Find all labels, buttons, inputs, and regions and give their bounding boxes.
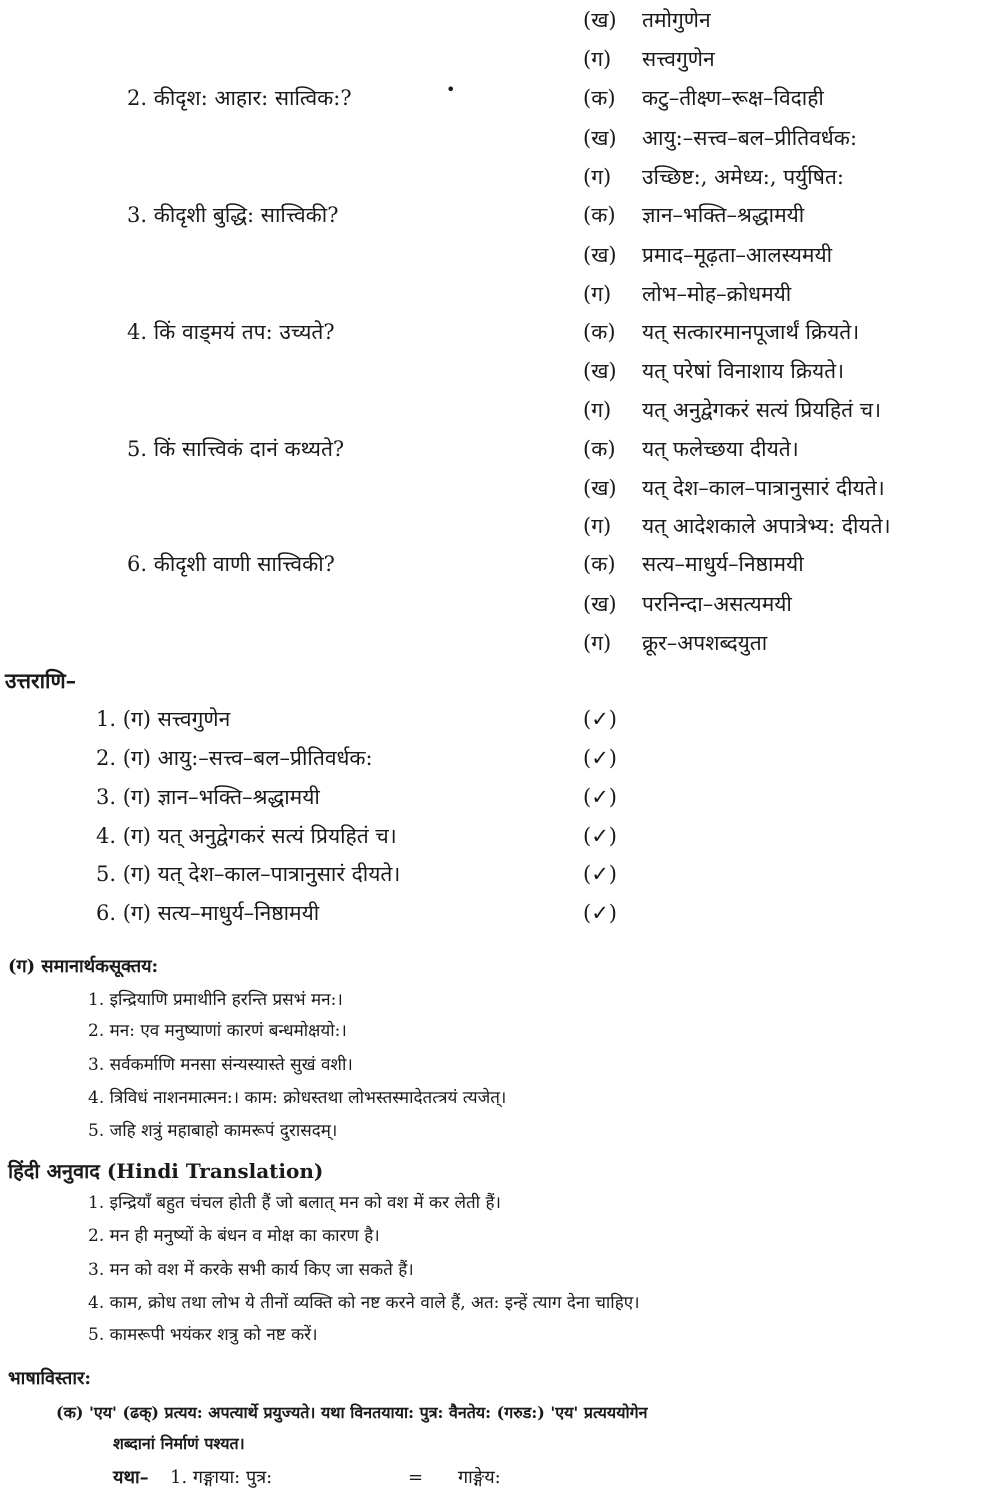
option-text: यत् फलेच्छया दीयते।: [642, 437, 799, 461]
option-text: यत् सत्कारमानपूजार्थं क्रियते।: [642, 320, 860, 344]
option-label: (ग): [583, 47, 612, 71]
option-text: सत्त्वगुणेन: [642, 47, 715, 71]
translation-item: 1. इन्द्रियाँ बहुत चंचल होती हैं जो बलात् मन को वश में कर लेती हैं।: [88, 1193, 501, 1213]
check-icon: (✓): [583, 901, 617, 925]
option-label: (क): [583, 320, 616, 344]
option-text: यत् अनुद्वेगकरं सत्यं प्रियहितं च।: [642, 398, 882, 422]
question-text: 5. किं सात्त्विकं दानं कथ्यते?: [127, 437, 345, 461]
check-icon: (✓): [583, 824, 617, 848]
question-text: 3. कीदृशी बुद्धि: सात्त्विकी?: [127, 203, 339, 227]
option-label: (ग): [583, 514, 612, 538]
option-text: सत्य–माधुर्य–निष्ठामयी: [642, 552, 804, 576]
option-label: (ख): [583, 243, 617, 267]
option-text: तमोगुणेन: [642, 8, 711, 32]
option-label: (ख): [583, 8, 617, 32]
option-text: यत् परेषां विनाशाय क्रियते।: [642, 359, 845, 383]
option-label: (ख): [583, 126, 617, 150]
check-icon: (✓): [583, 862, 617, 886]
option-text: उच्छिष्ट:, अमेध्य:, पर्युषित:: [642, 165, 844, 189]
option-label: (क): [583, 552, 616, 576]
answer-item: 6. (ग) सत्य–माधुर्य–निष्ठामयी: [96, 901, 320, 925]
stray-mark: •: [446, 80, 456, 99]
question-text: 2. कीदृश: आहार: सात्विक:?: [127, 86, 352, 110]
translation-item: 4. काम, क्रोध तथा लोभ ये तीनों व्यक्ति को नष्ट करने वाले हैं, अत: इन्हें त्याग देना चाहिए।: [88, 1293, 640, 1313]
option-text: ज्ञान–भक्ति–श्रद्धामयी: [642, 203, 805, 227]
option-text: यत् आदेशकाले अपात्रेभ्य: दीयते।: [642, 514, 891, 538]
option-label: (ग): [583, 165, 612, 189]
bhasha-paragraph-line-1: (क) 'एय' (ढक्) प्रत्यय: अपत्यार्थे प्रयुज्यते। यथा विनतयाया: पुत्र: वैनतेय: (गरुड:) 'एय' प्रत्यययोगेन: [56, 1403, 648, 1422]
answer-item: 5. (ग) यत् देश–काल–पात्रानुसारं दीयते।: [96, 862, 401, 886]
sukti-item: 5. जहि शत्रुं महाबाहो कामरूपं दुरासदम्।: [88, 1121, 338, 1141]
bhasha-heading: भाषाविस्तार:: [8, 1368, 91, 1389]
option-text: परनिन्दा–असत्यमयी: [642, 592, 792, 616]
example-label: यथा–: [113, 1467, 149, 1488]
check-icon: (✓): [583, 785, 617, 809]
answer-item: 2. (ग) आयु:–सत्त्व–बल–प्रीतिवर्धक:: [96, 746, 373, 770]
hindi-heading: हिंदी अनुवाद (Hindi Translation): [8, 1159, 324, 1183]
option-text: आयु:–सत्त्व–बल–प्रीतिवर्धक:: [642, 126, 858, 150]
option-text: कटु–तीक्ष्ण–रूक्ष–विदाही: [642, 86, 824, 110]
option-label: (ग): [583, 631, 612, 655]
option-label: (ख): [583, 592, 617, 616]
option-label: (क): [583, 437, 616, 461]
option-text: लोभ–मोह–क्रोधमयी: [642, 282, 792, 306]
option-text: यत् देश–काल–पात्रानुसारं दीयते।: [642, 476, 885, 500]
sukti-item: 3. सर्वकर्माणि मनसा संन्यस्यास्ते सुखं वशी।: [88, 1055, 353, 1075]
sukti-heading: (ग) समानार्थकसूक्तय:: [8, 956, 159, 977]
answer-item: 3. (ग) ज्ञान–भक्ति–श्रद्धामयी: [96, 785, 320, 809]
option-text: प्रमाद–मूढ़ता–आलस्यमयी: [642, 243, 833, 267]
option-label: (क): [583, 86, 616, 110]
sukti-item: 1. इन्द्रियाणि प्रमाथीनि हरन्ति प्रसभं मन:।: [88, 990, 343, 1010]
example-left: 1. गङ्गाया: पुत्र:: [170, 1467, 273, 1488]
option-label: (ग): [583, 282, 612, 306]
check-icon: (✓): [583, 746, 617, 770]
option-label: (क): [583, 203, 616, 227]
bhasha-paragraph-line-2: शब्दानां निर्माणं पश्यत।: [113, 1434, 245, 1453]
sukti-item: 4. त्रिविधं नाशनमात्मन:। काम: क्रोधस्तथा लोभस्तस्मादेतत्त्रयं त्यजेत्।: [88, 1088, 507, 1108]
sukti-item: 2. मन: एव मनुष्याणां कारणं बन्धमोक्षयो:।: [88, 1021, 347, 1041]
example-equals: =: [408, 1467, 424, 1488]
option-label: (ग): [583, 398, 612, 422]
option-text: क्रूर–अपशब्दयुता: [642, 631, 768, 655]
answer-item: 4. (ग) यत् अनुद्वेगकरं सत्यं प्रियहितं च।: [96, 824, 397, 848]
option-label: (ख): [583, 476, 617, 500]
translation-item: 2. मन ही मनुष्यों के बंधन व मोक्ष का कारण है।: [88, 1226, 380, 1246]
question-text: 6. कीदृशी वाणी सात्त्विकी?: [127, 552, 335, 576]
answers-heading: उत्तराणि–: [5, 668, 77, 693]
translation-item: 3. मन को वश में करके सभी कार्य किए जा सकते हैं।: [88, 1260, 414, 1280]
answer-item: 1. (ग) सत्त्वगुणेन: [96, 707, 231, 731]
example-right: गाङ्गेय:: [458, 1467, 501, 1488]
question-text: 4. किं वाड्मयं तप: उच्यते?: [127, 320, 335, 344]
translation-item: 5. कामरूपी भयंकर शत्रु को नष्ट करें।: [88, 1325, 318, 1345]
option-label: (ख): [583, 359, 617, 383]
check-icon: (✓): [583, 707, 617, 731]
